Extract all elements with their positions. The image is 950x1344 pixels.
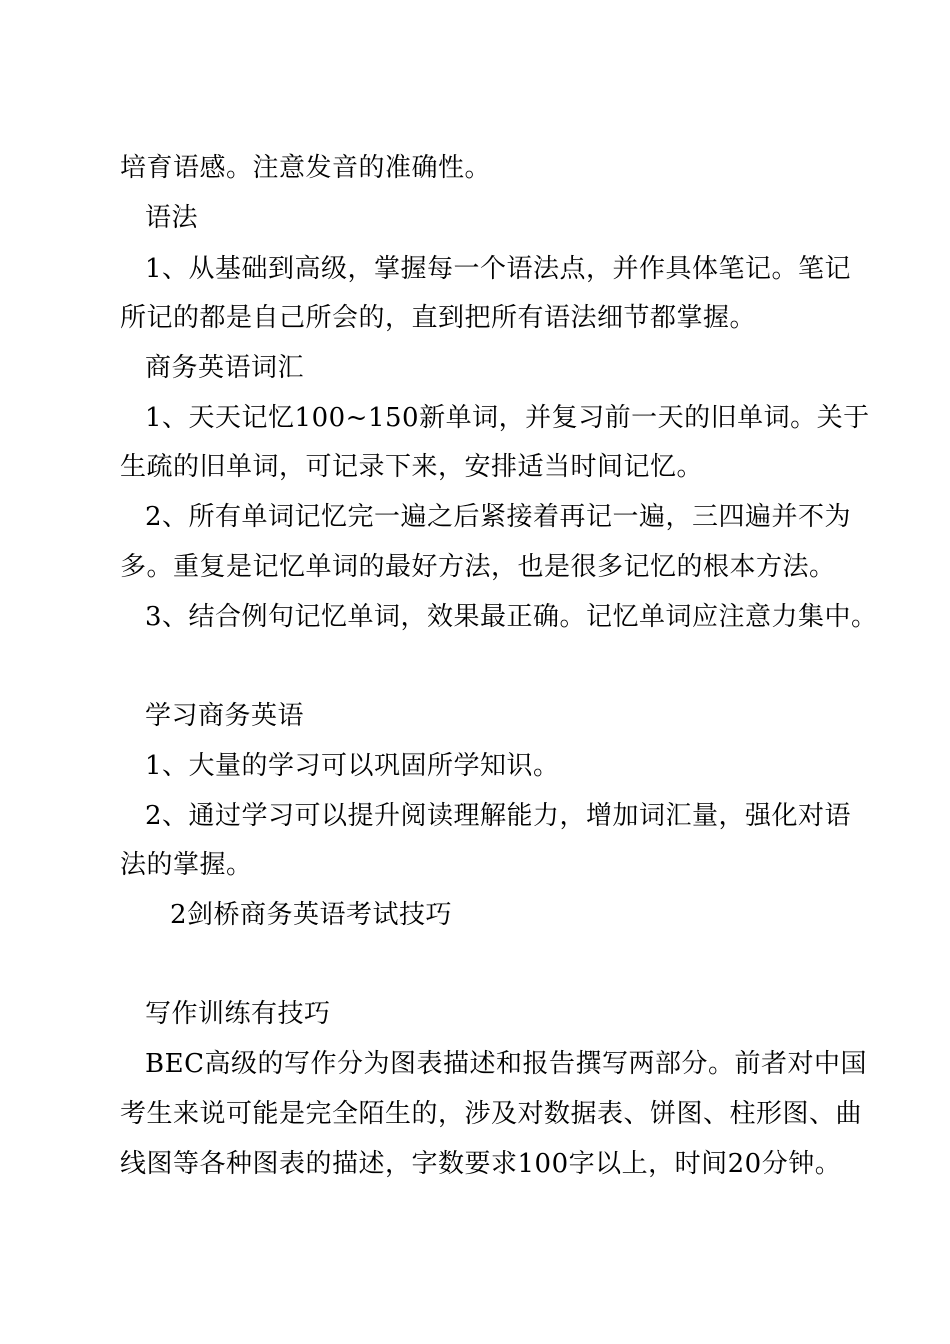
section-heading-vocabulary: 商务英语词汇	[145, 353, 305, 383]
paragraph-line: 所记的都是自己所会的，直到把所有语法细节都掌握。	[120, 303, 757, 333]
paragraph-line: 2、所有单词记忆完一遍之后紧接着再记一遍，三四遍并不为	[145, 502, 852, 532]
paragraph-line: 1、天天记忆100~150新单词，并复习前一天的旧单词。关于	[145, 403, 870, 433]
paragraph-line: 法的掌握。	[120, 850, 253, 880]
paragraph-line: 1、大量的学习可以巩固所学知识。	[145, 751, 560, 781]
paragraph-line: 考生来说可能是完全陌生的，涉及对数据表、饼图、柱形图、曲	[120, 1099, 863, 1129]
paragraph-line: BEC高级的写作分为图表描述和报告撰写两部分。前者对中国	[145, 1049, 867, 1079]
paragraph-line: 生疏的旧单词，可记录下来，安排适当时间记忆。	[120, 452, 704, 482]
paragraph-line: 多。重复是记忆单词的最好方法，也是很多记忆的根本方法。	[120, 552, 836, 582]
paragraph-line: 线图等各种图表的描述，字数要求100字以上，时间20分钟。	[120, 1149, 842, 1179]
paragraph-line: 2、通过学习可以提升阅读理解能力，增加词汇量，强化对语	[145, 801, 852, 831]
section-heading-writing: 写作训练有技巧	[145, 999, 331, 1029]
section-heading-study: 学习商务英语	[145, 701, 305, 731]
section-heading-grammar: 语法	[145, 203, 199, 233]
paragraph-line: 1、从基础到高级，掌握每一个语法点，并作具体笔记。笔记	[145, 254, 852, 284]
paragraph-line: 培育语感。注意发音的准确性。	[120, 153, 492, 183]
paragraph-line: 3、结合例句记忆单词，效果最正确。记忆单词应注意力集中。	[145, 602, 878, 632]
chapter-heading: 2剑桥商务英语考试技巧	[170, 900, 453, 930]
